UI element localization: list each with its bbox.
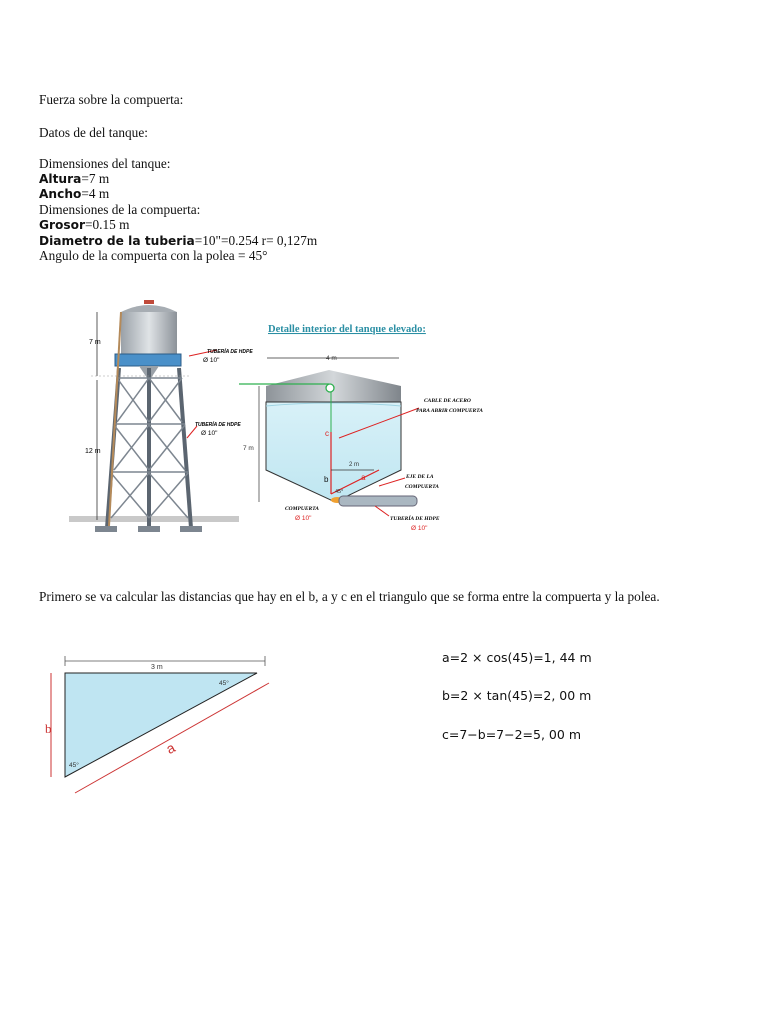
tower-tank xyxy=(121,312,177,356)
cable-label-2: PARA ABRIR COMPUERTA xyxy=(416,408,483,414)
angle-line: Angulo de la compuerta con la polea = 45° xyxy=(39,248,268,263)
ground xyxy=(69,516,239,522)
tower-platform xyxy=(115,354,181,366)
pulley xyxy=(326,384,334,392)
tower-top-height: 7 m xyxy=(89,339,101,346)
pipe-label-2: TUBERÍA DE HDPE xyxy=(195,422,241,428)
tank-dims-title: Dimensiones del tanque: xyxy=(39,156,171,171)
diametro-line xyxy=(39,233,317,249)
gate-dims-title: Dimensiones de la compuerta: xyxy=(39,202,201,217)
grosor-line xyxy=(39,217,129,233)
pipe-label-3: TUBERÍA DE HDPE xyxy=(390,516,440,522)
angle-bottom: 45° xyxy=(69,762,79,769)
side-b-label: b xyxy=(45,721,52,736)
height-label: 7 m xyxy=(243,445,254,452)
label-c: c xyxy=(325,429,329,438)
ancho-value: =4 m xyxy=(81,186,110,201)
side-a-label: a xyxy=(163,739,178,758)
label-b: b xyxy=(324,475,329,484)
triangle-figure xyxy=(39,643,279,808)
altura-line xyxy=(39,171,109,187)
tower-feet xyxy=(95,526,202,532)
pipe-diam-1: Ø 10" xyxy=(203,357,220,364)
tower-vent xyxy=(144,300,154,304)
pipe-diam-2: Ø 10" xyxy=(201,430,218,437)
altura-label: Altura xyxy=(39,172,82,186)
altura-value: =7 m xyxy=(81,171,110,186)
tower-leg-right xyxy=(179,368,191,528)
axis-label-2: COMPUERTA xyxy=(405,484,439,490)
ancho-line xyxy=(39,186,109,202)
ancho-label: Ancho xyxy=(39,187,82,201)
gate-diam: Ø 10" xyxy=(295,515,312,522)
tower-tank-roof xyxy=(121,305,177,312)
equation-b: b=2 × tan⁡(45)=2, 00 m xyxy=(442,688,592,703)
cable-label-1: CABLE DE ACERO xyxy=(424,398,471,404)
triangle xyxy=(65,673,257,777)
pipe-label-1: TUBERÍA DE HDPE xyxy=(207,349,253,355)
angle-label: 45° xyxy=(335,489,344,495)
diametro-label: Diametro de la tuberia xyxy=(39,234,195,248)
pipe-diam-3: Ø 10" xyxy=(411,525,428,532)
pipe-callout-3 xyxy=(375,506,389,516)
axis-label-1: EJE DE LA xyxy=(406,474,434,480)
detail-tank-body xyxy=(266,402,401,502)
equation-a: a=2 × cos⁡(45)=1, 44 m xyxy=(442,650,592,665)
outlet-pipe xyxy=(339,496,417,506)
water-tower-figure xyxy=(39,290,535,550)
diametro-value: =10"=0.254 r= 0,127m xyxy=(194,233,318,248)
grosor-value: =0.15 m xyxy=(85,217,130,232)
tank-data-title: Datos de del tanque: xyxy=(39,125,148,140)
label-a: a xyxy=(361,473,366,482)
intro-paragraph: Primero se va calcular las distancias que hay en el b, a y c en el triangulo que se forma entre la compuerta y la polea. xyxy=(39,589,660,604)
equation-c: c=7−b=7−2=5, 00 m xyxy=(442,727,581,742)
grosor-label: Grosor xyxy=(39,218,86,232)
dist-label: 2 m xyxy=(349,462,360,468)
detail-title: Detalle interior del tanque elevado: xyxy=(268,324,426,335)
section-heading: Fuerza sobre la compuerta: xyxy=(39,92,184,107)
gate-label: COMPUERTA xyxy=(285,506,319,512)
width-label: 4 m xyxy=(326,355,337,362)
top-label: 3 m xyxy=(151,664,163,671)
angle-top: 45° xyxy=(219,680,229,687)
tower-leg-height: 12 m xyxy=(85,448,101,455)
